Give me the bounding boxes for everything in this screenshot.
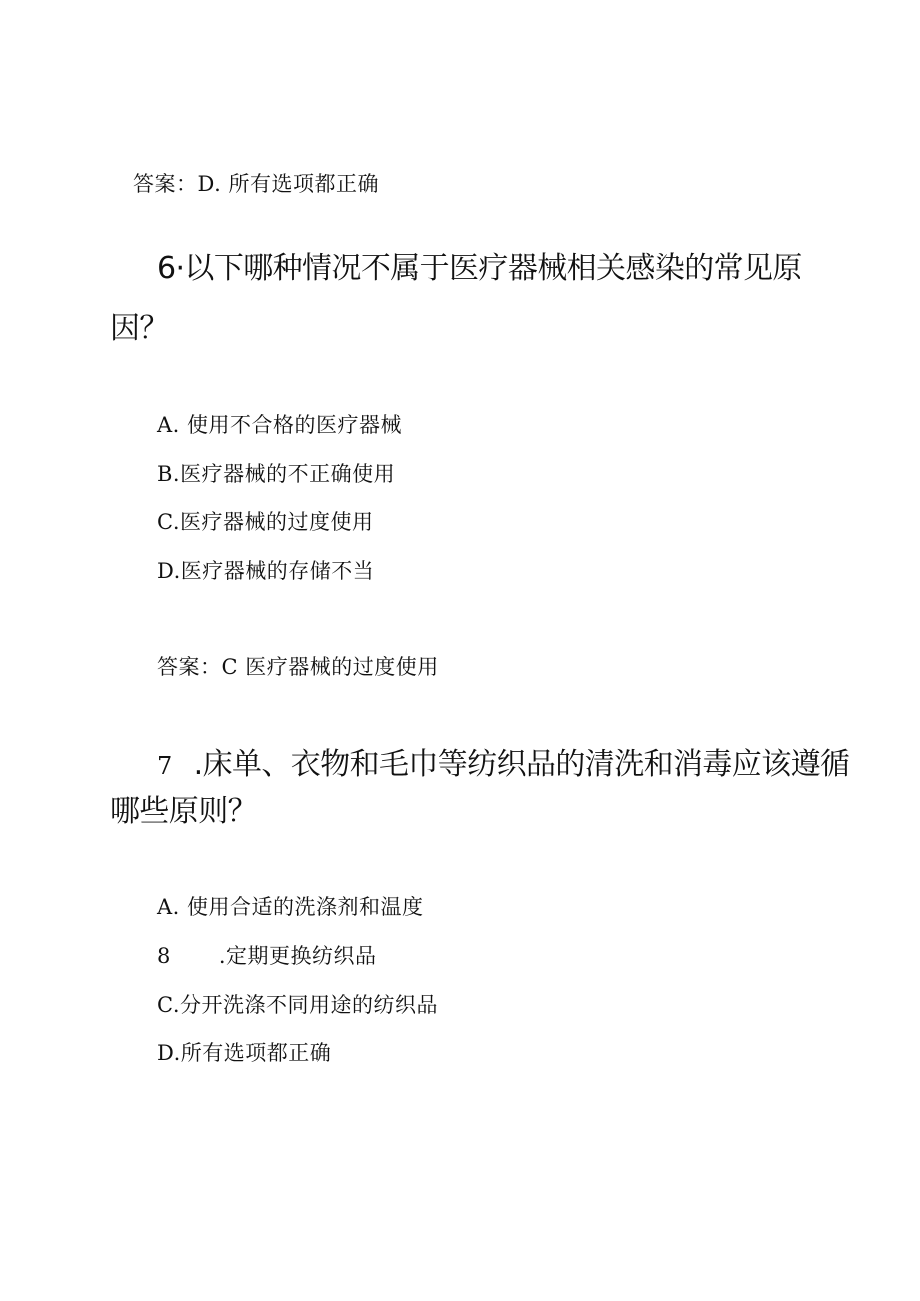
question-6-option-c: C.医疗器械的过度使用	[157, 510, 374, 534]
question-6-option-d: D.医疗器械的存储不当	[157, 559, 375, 583]
question-7-option-b-text: .定期更换纺织品	[218, 944, 377, 968]
question-7-option-b-number: 8	[157, 944, 171, 968]
question-6-title-line-1: 6·以下哪种情况不属于医疗器械相关感染的常见原	[157, 251, 802, 286]
question-7-title-line-1	[157, 747, 850, 782]
question-7-option-c: C.分开洗涤不同用途的纺织品	[157, 993, 438, 1017]
question-7-title-text: .床单、衣物和毛巾等纺织品的清洗和消毒应该遵循	[193, 747, 850, 782]
question-7-title-line-2: 哪些原则？	[110, 794, 257, 829]
question-7-option-d: D.所有选项都正确	[157, 1041, 332, 1065]
previous-answer: 答案：D. 所有选项都正确	[133, 172, 379, 196]
question-6-title-line-2: 因？	[110, 311, 169, 346]
question-7-number: 7	[157, 752, 172, 780]
question-7-option-a: A. 使用合适的洗涤剂和温度	[157, 895, 424, 919]
question-6-answer: 答案：C 医疗器械的过度使用	[157, 655, 439, 679]
question-7-option-b	[157, 946, 377, 967]
question-6-option-b: B.医疗器械的不正确使用	[157, 462, 396, 486]
question-6-option-a: A. 使用不合格的医疗器械	[157, 413, 403, 437]
